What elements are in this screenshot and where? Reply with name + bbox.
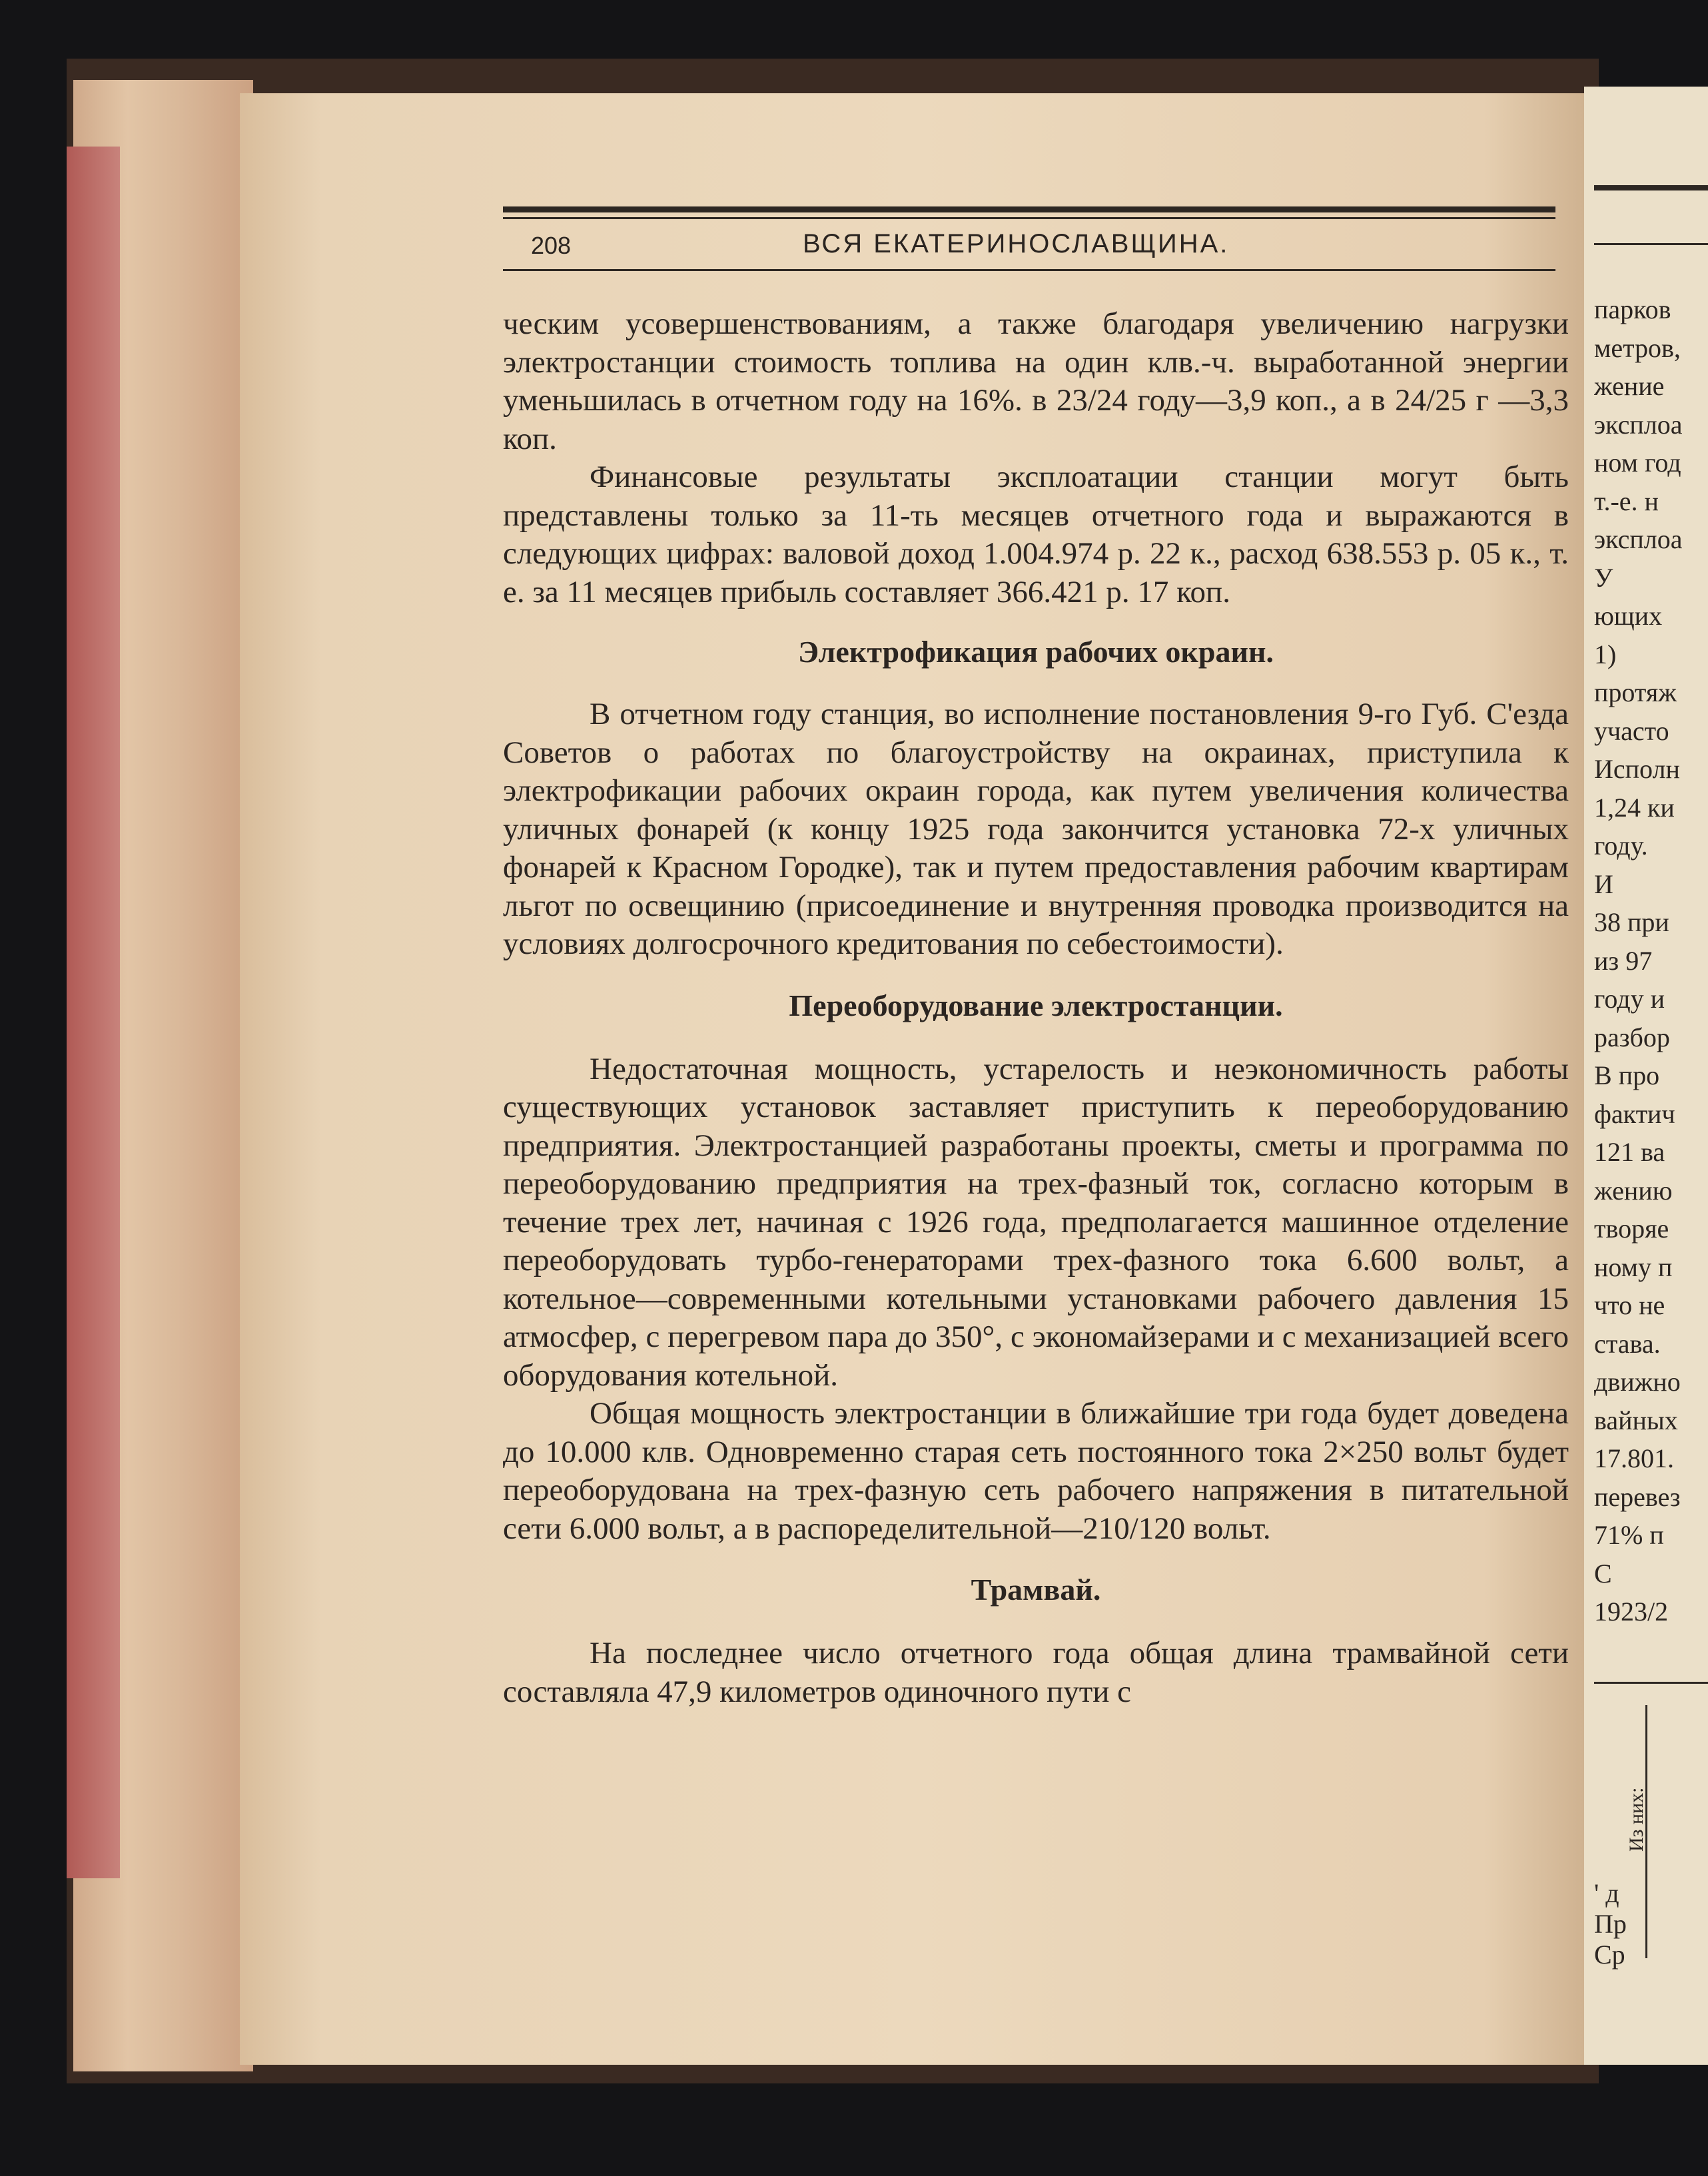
page-number: 208: [531, 232, 572, 259]
paragraph-cost: ческим усовершенствованиям, а также благодаря увеличению нагрузки электростанции стоимость топлива на один клв.-ч. выработанной энергии уменьшилась в отчетном году на 16%. в 23/24 году—3,9 коп., а в 24/25 г —3,3 коп.: [503, 306, 1569, 456]
right-line: эксплоа: [1594, 524, 1683, 554]
right-line: 38 при: [1594, 907, 1669, 937]
right-line: 1): [1594, 639, 1617, 669]
right-line: движно: [1594, 1367, 1681, 1397]
body-text: [503, 305, 1569, 1711]
right-line: Исполн: [1594, 754, 1680, 784]
header-rule-thick: [503, 206, 1555, 212]
right-line: протяж: [1594, 677, 1677, 707]
right-line: ному п: [1594, 1252, 1673, 1282]
heading-tram: Трамвай.: [971, 1573, 1101, 1607]
heading-reequipment: Переоборудование электростанции.: [789, 988, 1283, 1022]
right-table-rows: [1594, 1878, 1708, 1970]
paragraph-finance: Финансовые результаты эксплоатации станции могут быть представлены только за 11-ть месяцев отчетного года и выражаются в следующих цифрах: валовой доход 1.004.974 р. 22 к., расход 638.553 р. 05 к., т. е. за 11 месяцев прибыль составляет 366.421 р. 17 коп.: [503, 460, 1569, 609]
right-table-row: ' д: [1594, 1878, 1619, 1908]
right-line: парков: [1594, 294, 1671, 324]
right-line: В про: [1594, 1060, 1660, 1090]
header-rule-bottom: [503, 269, 1555, 271]
right-line: разбор: [1594, 1022, 1670, 1052]
heading-electrification: Электрофикация рабочих окраин.: [798, 635, 1274, 669]
right-line: 121 ва: [1594, 1137, 1665, 1167]
right-line: става.: [1594, 1328, 1661, 1359]
right-header-rule-thin: [1594, 243, 1708, 245]
right-line: жение: [1594, 371, 1665, 401]
right-line: что не: [1594, 1290, 1665, 1320]
paragraph-tram: На последнее число отчетного года общая длина трамвайной сети составляла 47,9 километров одиночного пути с: [503, 1636, 1569, 1709]
right-header-rule: [1594, 185, 1708, 190]
right-line: ном год: [1594, 448, 1681, 478]
right-line: метров,: [1594, 332, 1681, 363]
right-line: перевез: [1594, 1481, 1681, 1512]
red-page-edge: [67, 147, 120, 1878]
right-line: 1923/2: [1594, 1597, 1669, 1627]
right-line: творяе: [1594, 1214, 1669, 1244]
right-line: ющих: [1594, 601, 1663, 631]
right-line: 1,24 ки: [1594, 792, 1675, 823]
right-line: году.: [1594, 831, 1648, 861]
right-line: жению: [1594, 1175, 1673, 1206]
right-line: 71% п: [1594, 1520, 1664, 1550]
right-line: из 97: [1594, 945, 1653, 976]
right-table-rule: [1594, 1682, 1708, 1684]
right-line: фактич: [1594, 1098, 1675, 1129]
header-rule-thin: [503, 217, 1555, 219]
right-table-row: Пр: [1594, 1909, 1627, 1939]
running-title: ВСЯ ЕКАТЕРИНОСЛАВЩИНА.: [803, 229, 1230, 258]
right-line: т.-е. н: [1594, 486, 1659, 516]
right-line: С: [1594, 1558, 1612, 1589]
paragraph-electrification: В отчетном году станция, во исполнение постановления 9-го Губ. С'езда Советов о работах по благоустройству на окраинах, приступила к электрофикации рабочих окраин города, как путем увеличения количества уличных фонарей (к концу 1925 года закончится установка 72-х уличных фонарей к Красном Городке), так и путем предоставления рабочим квартирам льгот по освещинию (присоединение и внутренняя проводка производится на условиях долгосрочного кредитования по себестоимости).: [503, 697, 1569, 961]
page-header: [503, 197, 1555, 270]
right-table-side-label: Из них:: [1625, 1787, 1647, 1852]
right-line: участо: [1594, 715, 1669, 746]
right-line: 17.801.: [1594, 1443, 1674, 1473]
right-table-row: Ср: [1594, 1940, 1625, 1970]
right-line: И: [1594, 869, 1613, 899]
right-line: вайных: [1594, 1405, 1678, 1435]
paragraph-reequipment: Недостаточная мощность, устарелость и неэкономичность работы существующих установок заставляет приступить к переоборудованию предприятия. Электростанцией разработаны проекты, сметы и программа по переоборудованию предприятия на трех-фазный ток, согласно которым в течение трех лет, начиная с 1926 года, предполагается машинное отделение переоборудовать турбо-генераторами трех-фазного тока 6.600 вольт, а котельное—современными котельными установками рабочего давления 15 атмосфер, с перегревом пара до 350°, с экономайзерами и с механизацией всего оборудования котельной.: [503, 1051, 1569, 1393]
right-line: году и: [1594, 984, 1665, 1014]
right-page-text: [1594, 290, 1708, 1631]
right-line: эксплоа: [1594, 409, 1683, 440]
paragraph-capacity: Общая мощность электростанции в ближайшие три года будет доведена до 10.000 клв. Одновременно старая сеть постоянного тока 2×250 вольт будет переоборудована на трех-фазную сеть рабочего напряжения в питательной сети 6.000 вольт, а в распоределительной—210/120 вольт.: [503, 1396, 1569, 1546]
right-line: У: [1594, 562, 1613, 593]
